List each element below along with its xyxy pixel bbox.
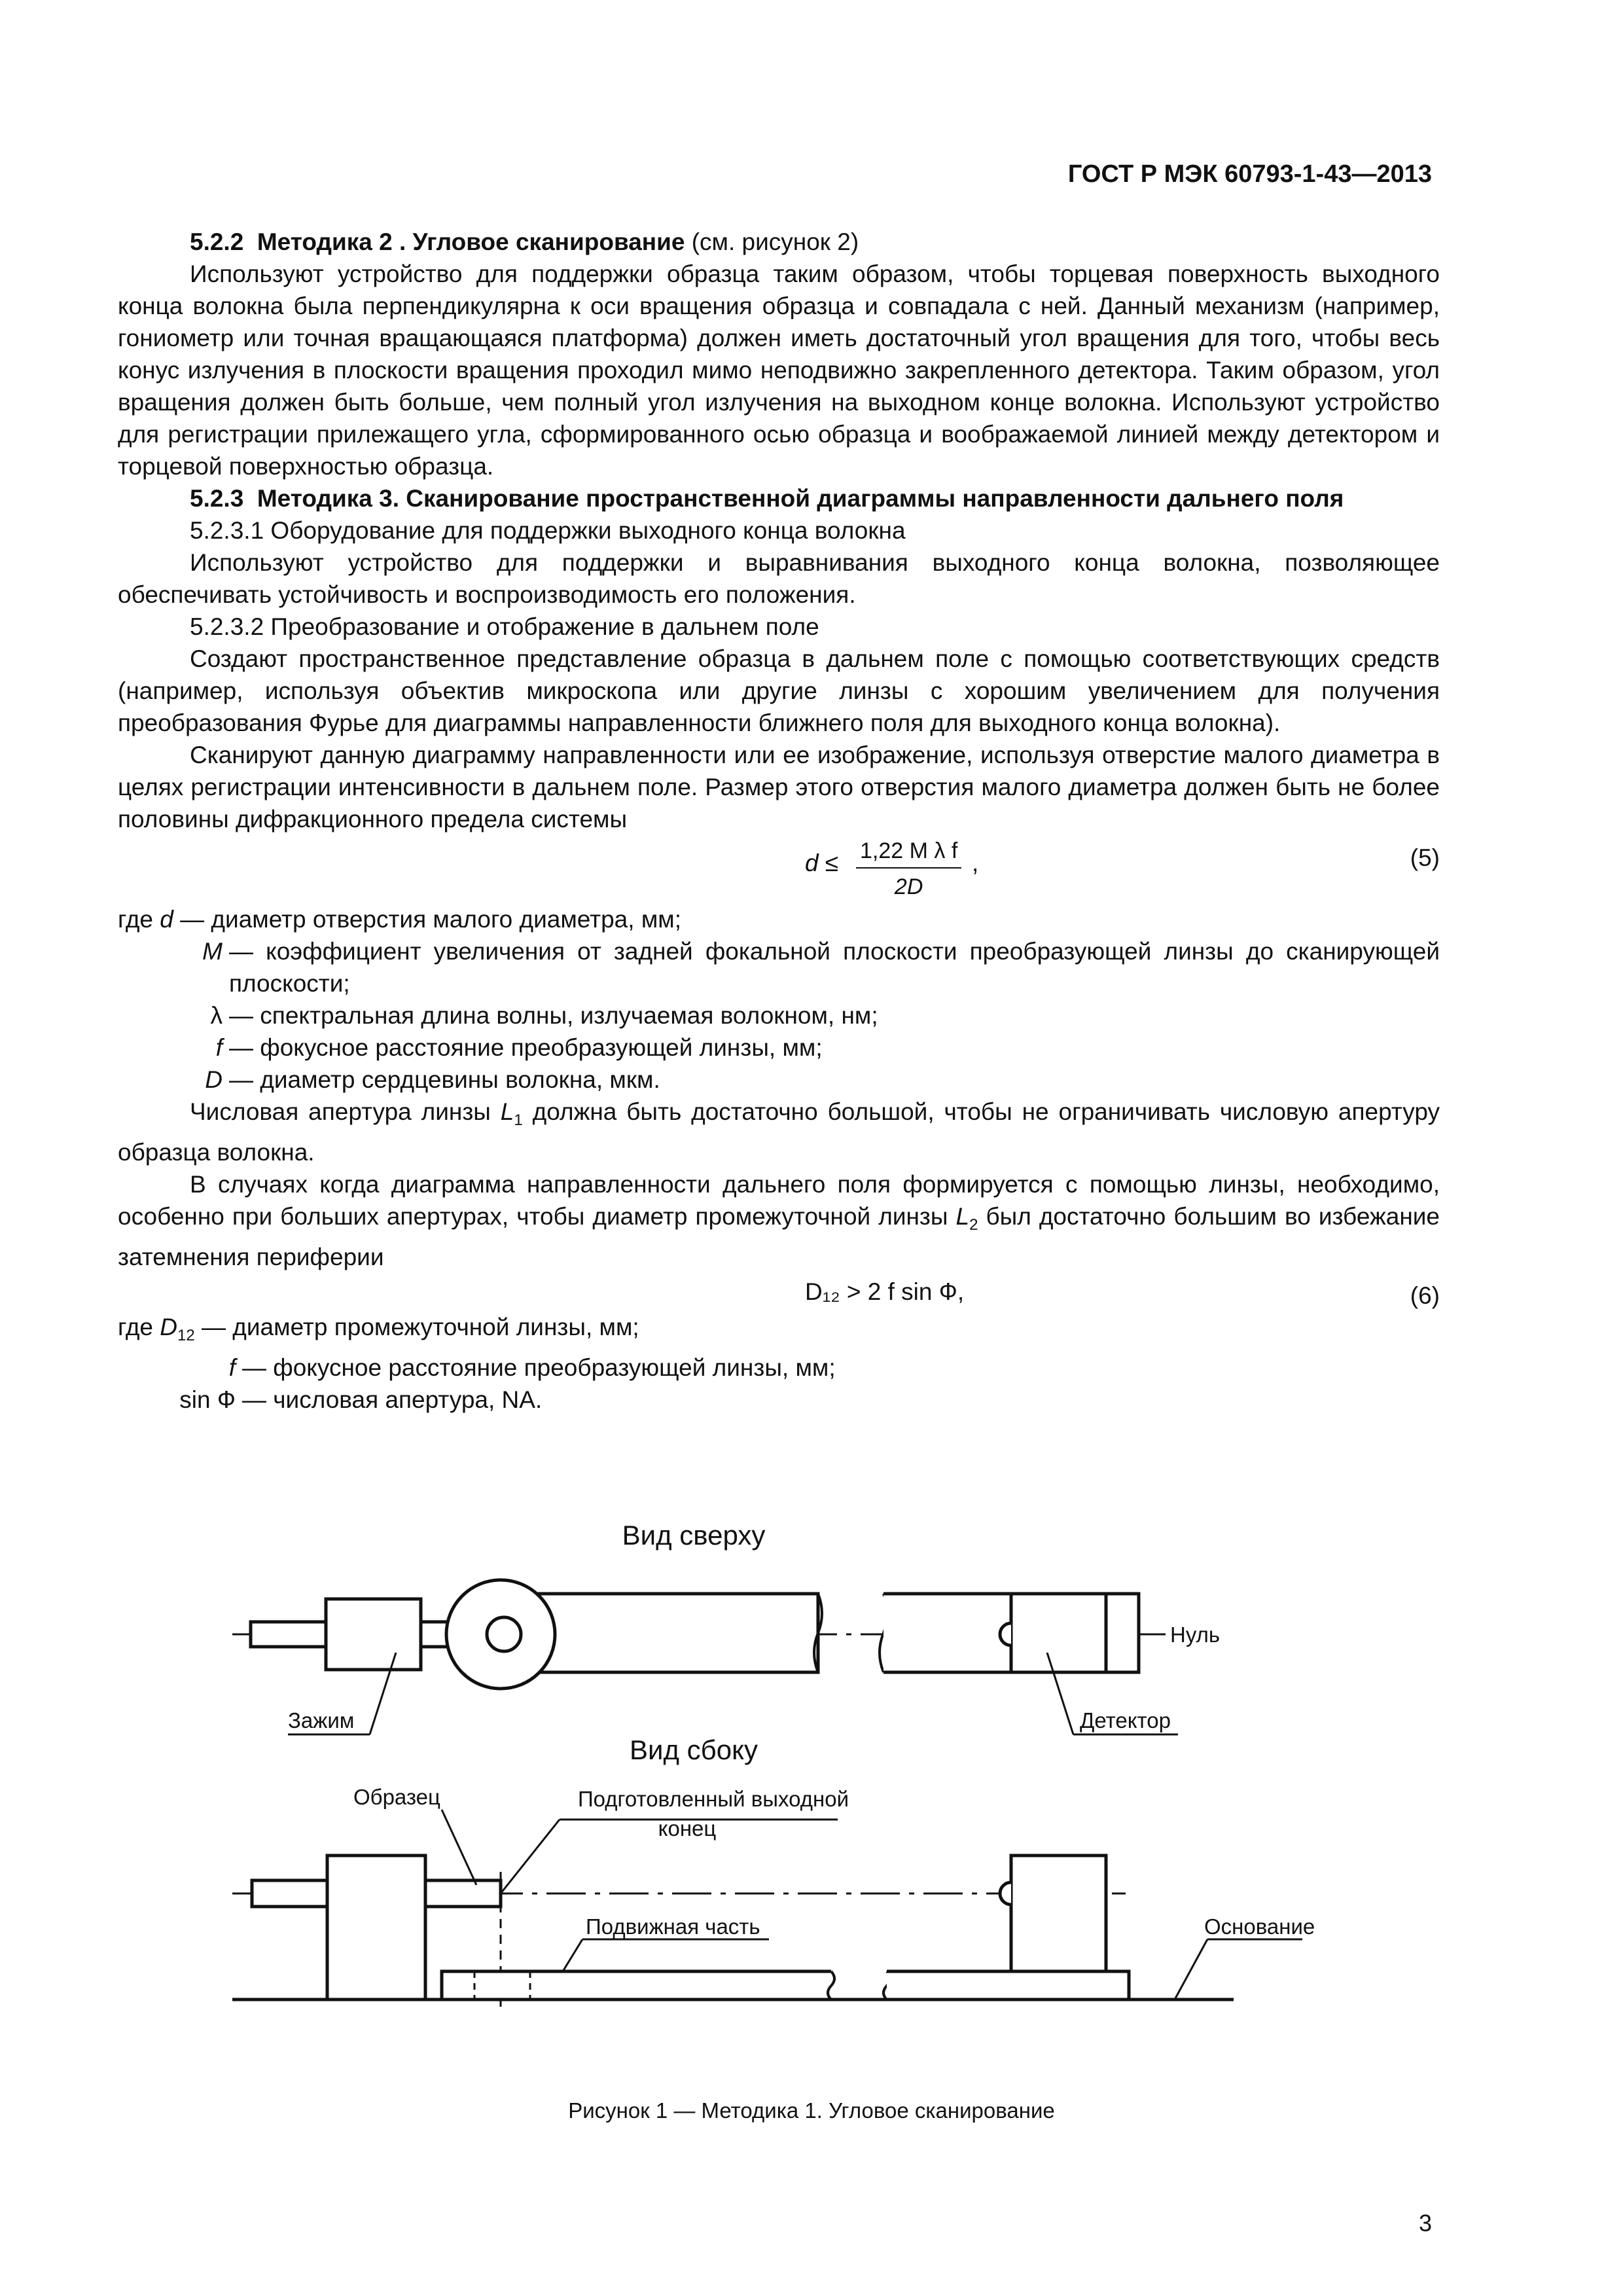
definition-text: — коэффициент увеличения от задней фокальной плоскости преобразующей линзы до сканирующей плоскости;	[229, 938, 1440, 997]
definition-symbol	[118, 1031, 229, 1064]
paragraph: Используют устройство для поддержки образца таким образом, чтобы торцевая поверхность выходного конца волокна была перпендикулярна к оси вращения образца и совпадала с ней. Данный механизм (например, гониометр или точная вращающаяся платформа) должен иметь достаточный угол вращения для того, чтобы весь конус излучения в плоскости вращения проходил мимо неподвижно закрепленного детектора. Таким образом, угол вращения должен быть больше, чем полный угол излучения на выходном конце волокна. Используют устройство для регистрации прилежащего угла, сформированного осью образца и воображаемой линией между детектором и торцевой поверхностью образца.	[118, 260, 1440, 480]
side-prepared-end-leader	[501, 1820, 560, 1893]
definition-row	[118, 1352, 1440, 1384]
label-clamp: Зажим	[288, 1708, 355, 1732]
side-moving-part-left	[442, 1971, 831, 2000]
side-detector	[1011, 1856, 1106, 1971]
label-prepared-end-line2: конец	[658, 1816, 717, 1840]
definition-row	[118, 999, 1440, 1031]
label-sample: Образец	[353, 1785, 440, 1809]
definition-symbol: d	[160, 906, 173, 933]
definition-text: — фокусное расстояние преобразующей линзы, мм;	[242, 1354, 836, 1381]
paragraph-text: В случаях когда диаграмма направленности дальнего поля формируется с помощью линзы, необходимо, особенно при больших апертурах, чтобы диаметр промежуточной линзы	[118, 1171, 1440, 1230]
definition-text: — диаметр сердцевины волокна, мкм.	[229, 1066, 660, 1093]
section-5-2-2	[118, 226, 1440, 258]
formula-lhs: d ≤	[805, 850, 839, 876]
definition-symbol	[118, 935, 229, 999]
definition-text: — фокусное расстояние преобразующей линзы, мм;	[229, 1034, 823, 1061]
top-clamp	[326, 1599, 421, 1670]
definition-symbol: D	[160, 1314, 178, 1340]
symbol-text: D	[205, 1066, 223, 1093]
subsection-5-2-3-1: 5.2.3.1 Оборудование для поддержки выходного конца волокна	[190, 517, 906, 544]
figure-caption: Рисунок 1 — Методика 1. Угловое сканирование	[568, 2098, 1055, 2123]
lens-symbol: L	[500, 1098, 514, 1125]
section-number: 5.2.3	[190, 485, 244, 512]
definition-text: — спектральная длина волны, излучаемая волокном, нм;	[229, 1002, 878, 1029]
denominator-text: 2D	[894, 874, 923, 899]
top-detector	[1011, 1594, 1106, 1672]
formula-fraction	[856, 835, 961, 903]
label-moving-part: Подвижная часть	[586, 1914, 760, 1939]
side-fiber-right	[425, 1880, 501, 1907]
definition-symbol	[118, 1064, 229, 1096]
side-fiber-left	[252, 1880, 327, 1907]
symbol-text: M	[202, 938, 223, 965]
side-view-title: Вид сбоку	[630, 1734, 758, 1765]
definition-symbol: sin Ф	[179, 1386, 236, 1413]
definition-row	[118, 1064, 1440, 1096]
side-detector-aperture	[1000, 1882, 1011, 1905]
formula-numerator: 1,22 M λ f	[856, 835, 961, 869]
top-view-title: Вид сверху	[622, 1520, 766, 1551]
side-sample-leader	[442, 1810, 476, 1885]
top-rotation-axis-marker	[487, 1617, 521, 1651]
section-5-2-3	[118, 482, 1440, 514]
paragraph-text: должна быть достаточно большой, чтобы не ограничивать числовую апертуру образца волокна.	[118, 1098, 1440, 1166]
section-title: Методика 3. Сканирование пространственной диаграммы направленности дальнего поля	[257, 485, 1344, 512]
section-title: Методика 2 . Угловое сканирование	[257, 228, 685, 255]
paragraph: Создают пространственное представление образца в дальнем поле с помощью соответствующих средств (например, используя объектив микроскопа или другие линзы с хорошим увеличением для получения преобразования Фурье для диаграммы направленности ближнего поля для выходного конца волокна).	[118, 645, 1440, 736]
definition-row	[118, 1031, 1440, 1064]
formula-6	[118, 1273, 1440, 1311]
definition-subscript: 12	[177, 1327, 195, 1344]
formula-5	[118, 835, 1440, 903]
formula-number: (5)	[1410, 844, 1440, 871]
top-detector-plate	[1106, 1594, 1139, 1672]
symbol-text: f	[215, 1034, 223, 1061]
label-prepared-end-line1: Подготовленный выходной	[577, 1787, 849, 1811]
definition-row	[118, 935, 1440, 999]
paragraph-text: был достаточно большим во избежание затемнения периферии	[118, 1203, 1440, 1270]
definition-row	[118, 903, 1440, 935]
paragraph	[118, 1096, 1440, 1168]
definition-row	[118, 1384, 1440, 1416]
label-zero: Нуль	[1170, 1623, 1221, 1647]
page-number: 3	[1418, 2210, 1432, 2236]
side-moving-part-right	[887, 1971, 1129, 2000]
definition-symbol: λ	[210, 1002, 223, 1029]
lens-subscript: 2	[969, 1216, 978, 1234]
definition-text: — числовая апертура, NA.	[242, 1386, 543, 1413]
definition-text: — диаметр промежуточной линзы, мм;	[202, 1314, 639, 1340]
document-header: ГОСТ Р МЭК 60793-1-43—2013	[1067, 160, 1432, 188]
paragraph-text: Числовая апертура линзы	[190, 1098, 491, 1125]
subsection-5-2-3-2: 5.2.3.2 Преобразование и отображение в дальнем поле	[190, 613, 819, 640]
formula-denominator	[856, 869, 961, 903]
lens-subscript: 1	[514, 1111, 523, 1129]
definition-text: — диаметр отверстия малого диаметра, мм;	[180, 906, 681, 933]
paragraph: Используют устройство для поддержки и выравнивания выходного конца волокна, позволяющее обеспечивать устойчивость и воспроизводимость его положения.	[118, 549, 1440, 608]
symbol-text: f	[228, 1354, 236, 1381]
label-base: Основание	[1204, 1914, 1315, 1939]
where-word: где	[118, 1314, 154, 1340]
paragraph: Сканируют данную диаграмму направленности или ее изображение, используя отверстие малого диаметра в целях регистрации интенсивности в дальнем поле. Размер этого отверстия малого диаметра должен быть не более половины дифракционного предела системы	[118, 742, 1440, 833]
paragraph	[118, 1168, 1440, 1273]
section-number: 5.2.2	[190, 228, 244, 255]
top-detector-aperture	[1000, 1623, 1011, 1645]
formula-comma: ,	[972, 850, 979, 876]
where-word: где	[118, 906, 154, 933]
formula-number: (6)	[1410, 1282, 1440, 1309]
definition-symbol	[118, 1352, 242, 1384]
definition-row	[118, 1311, 1440, 1352]
figure-1-diagram	[0, 1505, 1623, 2094]
figure-reference: (см. рисунок 2)	[691, 228, 859, 255]
formula-expression: D₁₂ > 2 f sin Ф,	[805, 1278, 965, 1305]
side-clamp	[327, 1856, 425, 2000]
lens-symbol: L	[955, 1203, 970, 1230]
body-text	[118, 226, 1440, 1416]
top-fiber-rod	[251, 1622, 326, 1647]
label-detector: Детектор	[1080, 1708, 1171, 1732]
